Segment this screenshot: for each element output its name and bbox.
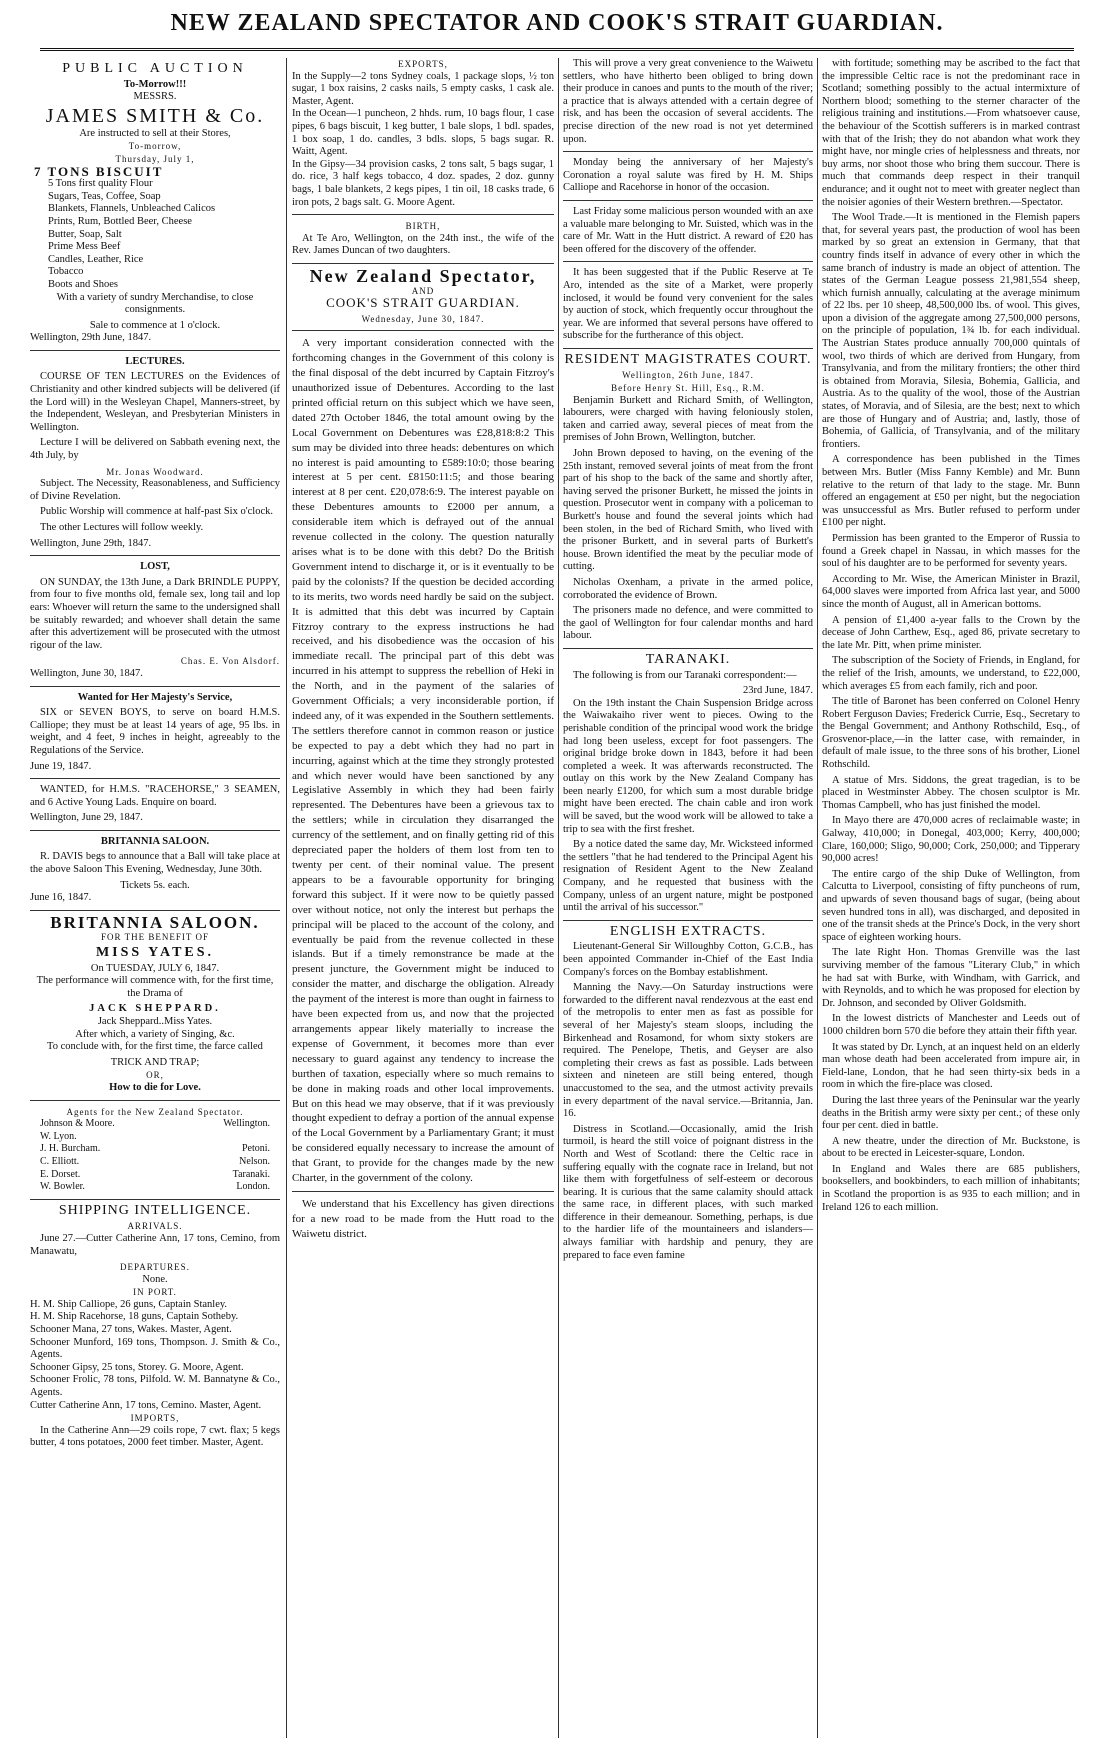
article-paragraph: We understand that his Excellency has given directions for a new road to be made from the Hutt road to the Waiwetu district. (292, 1197, 554, 1240)
lectures-by: Mr. Jonas Woodward. (106, 466, 204, 477)
saloon2-title: BRITANNIA SALOON. (50, 912, 260, 932)
auction-sale: Sale to commence at 1 o'clock. (89, 319, 221, 331)
agent-name: E. Dorset. (40, 1168, 81, 1180)
column-4 (822, 58, 1080, 1217)
news-para: Monday being the anniversary of her Majesty's Coronation a royal salute was fired by H. M. Ships Calliope and Racehorse in honor of the occasion. (563, 157, 813, 194)
extract-paragraph: In Mayo there are 470,000 acres of reclaimable waste; in Galway, 410,000; in Donegal, 403,000; Kerry, 400,000; Clare, 160,000; Sligo, 90,000; Cork, 250,000; and Tipperary 90,000 acres! (822, 815, 1080, 865)
extracts-title: ENGLISH EXTRACTS. (609, 923, 767, 939)
paper-date: Wednesday, June 30, 1847. (361, 313, 485, 324)
agent-place: Petoni. (241, 1143, 270, 1155)
extracts-para: Manning the Navy.—On Saturday instructions were forwarded to the different naval rendezvous at the east end of the metropolis to enter men as fast as possible for several of her Majesty's steam sloops, including the Birkenhead and Rosamond, for whom sixty stokers are required. The Penelope, Thetis, and Geyser are also completing their crews as fast as possible. Lads between sixteen and nineteen are still being entered, though unaccustomed to the sea, and the utmost activity prevails in every department of the naval service.—Britannia, Jan. 16. (563, 982, 813, 1120)
lectures-weekly: The other Lectures will follow weekly. (40, 522, 204, 533)
wanted-body: SIX or SEVEN BOYS, to serve on board H.M.S. Calliope; they must be at least 14 years of age, 95 lbs. in weight, and 4 feet, 9 inches in height, agreeably to the Regulations of the Service. (30, 707, 280, 756)
agent-name: W. Bowler. (40, 1181, 85, 1193)
birth-body: At Te Aro, Wellington, on the 24th inst., the wife of the Rev. James Duncan of two daughters. (292, 232, 554, 257)
auction-instructed: Are instructed to sell at their Stores, (79, 127, 231, 139)
lectures-dated: Wellington, June 29th, 1847. (30, 537, 152, 549)
court-before: Before Henry St. Hill, Esq., R.M. (611, 383, 765, 394)
masthead: NEW ZEALAND SPECTATOR AND COOK'S STRAIT GUARDIAN. (170, 10, 944, 36)
court-para: The prisoners made no defence, and were committed to the gaol of Wellington for four calendar months and hard labour. (563, 605, 813, 642)
agent-row (30, 1181, 280, 1194)
imports-heading: IMPORTS, (130, 1413, 180, 1424)
exports-heading: EXPORTS, (398, 59, 448, 69)
extract-paragraph: The title of Baronet has been conferred on Colonel Henry Robert Ferguson Davies; Frederick Currie, Esq., Secretary to the Bengal Government; and Anthony Rothschild, Esq., of Grosvenor-place,—in the latter case, with remainder, in default of male issue, to the three sons of his brother, Lionel Rothschild. (822, 696, 1080, 771)
agent-row (30, 1156, 280, 1169)
extract-paragraph: A pension of £1,400 a-year falls to the Crown by the decease of John Carthew, Esq., aged 86, private secretary to the late Mr. Pitt, when prime minister. (822, 614, 1080, 651)
saloon2-or: OR, (146, 1070, 164, 1081)
arrivals-body: June 27.—Cutter Catherine Ann, 17 tons, Cemino, from Manawatu, (30, 1232, 280, 1257)
birth-heading: BIRTH, (405, 221, 441, 232)
column-2 (292, 58, 554, 1245)
auction-biscuit: 7 TONS BISCUIT (34, 163, 164, 179)
news-para: It has been suggested that if the Public Reserve at Te Aro, intended as the site of a Market, were properly inclosed, it would be found very convenient for the sales by auction of stock, which frequently occur throughout the year. We are informed that several persons have offered to subscribe for the furtherance of this object. (563, 267, 813, 342)
auction-tomorrow: To-Morrow!!! (123, 78, 187, 90)
auction-dated: Wellington, 29th June, 1847. (30, 332, 152, 344)
extract-paragraph: The subscription of the Society of Friends, in England, for the relief of the Irish, amounts, we understand, to £22,000, which averages £5 from each family, rich and poor. (822, 655, 1080, 692)
lost-signed: Chas. E. Von Alsdorf. (180, 656, 280, 667)
saloon2-conclude: To conclude with, for the first time, the farce called (47, 1041, 263, 1053)
news-para: This will prove a very great convenience to the Waiwetu settlers, who have hitherto been obliged to bring down their produce in canoes and punts to the mouth of the river; a practice that is always attended with a certain degree of risk, and has been the occasion of several accidents. The precise direction of the new road is not yet determined upon. (563, 58, 813, 145)
agent-name: J. H. Burcham. (40, 1143, 101, 1155)
exports-body: In the Supply—2 tons Sydney coals, 1 package slops, ½ ton sugar, 1 box raisins, 2 casks nails, 5 empty casks, 1 cask ale. Master, Agent. In the Ocean—1 puncheon, 2 hhds. rum, 10 bags flour, 1 case pipes, 6 bags biscuit, 1 keg butter, 1 bale slops, 1 bdl. spades, 1 box soap, 1 do. candles, 3 bdls. slops, 5 bags sugar. R. Waitt, Agent. In the Gipsy—34 provision casks, 2 tons salt, 5 bags sugar, 1 do. rice, 3 half kegs tobacco, 4 doz. spades, 2 doz. gunny bags, 1 bale blankets, 2 kegs pipes, 1 tin oil, 18 casks trade, 6 iron pots, 2 bags salt. G. Moore Agent. (292, 70, 554, 208)
agents-title: Agents for the New Zealand Spectator. (66, 1106, 244, 1117)
column-1 (30, 58, 280, 1453)
departures-body: None. (142, 1273, 168, 1285)
lectures-title: LECTURES. (125, 355, 185, 367)
saloon2-perf: The performance will commence with, for the first time, the Drama of (36, 975, 274, 999)
extract-paragraph: Permission has been granted to the Emperor of Russia to found a Greek chapel in Nassau, in which masses for the soul of his daughter are to be performed for seventy years. (822, 532, 1080, 570)
court-date: Wellington, 26th June, 1847. (622, 370, 754, 381)
saloon2-date: On TUESDAY, JULY 6, 1847. (90, 962, 220, 974)
agent-place: Wellington. (223, 1118, 270, 1130)
extract-paragraph: A statue of Mrs. Siddons, the great tragedian, is to be placed in Westminster Abbey. The chosen sculptor is Mr. Thomas Campbell, who has just finished the model. (822, 774, 1080, 811)
paper-subtitle: COOK'S STRAIT GUARDIAN. (326, 295, 520, 311)
taranaki-para: On the 19th instant the Chain Suspension Bridge across the Waiwakaiho river went to pieces. Owing to the perishable condition of the principal wood work the bridge had long been useless, except for foot passengers. The original bridge broke down in 1843, before it had been completed a week. It was afterwards reconstructed. The outlay on this work by the New Zealand Company has been nearly £1200, for which sum a most durable bridge might have been erected. The chain cable and iron work will be saved, but the wood work will be allowed to take a trip to sea with the first freshet. (563, 697, 813, 835)
masthead-rule (40, 48, 1074, 51)
agent-row (30, 1118, 280, 1131)
extract-paragraph: The late Right Hon. Thomas Grenville was the last surviving member of the famous "Literary Club," in which he had sat with Burke, with Windham, with Garrick, and with Reynolds, and to which he was proposed for election by Dr. Johnson, and seconded by Oliver Goldsmith. (822, 947, 1080, 1009)
lost-body: ON SUNDAY, the 13th June, a Dark BRINDLE PUPPY, from four to five months old, female sex, long tail and lop ears: Whoever will return the same to the undersigned shall be suitably rewarded; and whoever shall detain the same after this advertizement will be prosecuted with the utmost rigour of the law. (30, 576, 280, 651)
lectures-subject: Subject. The Necessity, Reasonableness, and Sufficiency of Divine Revelation. (30, 478, 280, 502)
taranaki-para: By a notice dated the same day, Mr. Wicksteed informed the settlers "that he had tendered to the Principal Agent his resignation of Resident Agent to the New Zealand Company, and he requested that business with the Company, unless of an urgent nature, might be postponed until the arrival of his successor." (563, 839, 813, 914)
imports-body: In the Catherine Ann—29 coils rope, 7 cwt. flax; 5 kegs butter, 4 tons potatoes, 2000 feet timber. Master, Agent. (30, 1424, 280, 1449)
saloon-tickets: Tickets 5s. each. (120, 879, 190, 891)
in-port-body: H. M. Ship Calliope, 26 guns, Captain Stanley. H. M. Ship Racehorse, 18 guns, Captain Sotheby. Schooner Mana, 27 tons, Wakes. Master, Agent. Schooner Munford, 169 tons, Thompson. J. Smith & Co., Agents. Schooner Gipsy, 25 tons, Storey. G. Moore, Agent. Schooner Frolic, 78 tons, Pilfold. W. M. Bannatyne & Co., Agents. Cutter Catherine Ann, 17 tons, Cemino. Master, Agent. (30, 1298, 280, 1411)
extracts-para: Lieutenant-General Sir Willoughby Cotton, G.C.B., has been appointed Commander in-Chief of the East India Company's forces on the Bombay establishment. (563, 941, 813, 978)
wanted2-body: WANTED, for H.M.S. "RACEHORSE," 3 SEAMEN, and 6 Active Young Lads. Enquire on board. (30, 784, 280, 808)
auction-items: 5 Tons first quality Flour Sugars, Teas, Coffee, Soap Blankets, Flannels, Unbleached Calicos Prints, Rum, Bottled Beer, Cheese Butter, Soap, Salt Prime Mess Beef Candles, Leather, Rice Tobacco Boots and Shoes (48, 178, 216, 290)
extract-paragraph: According to Mr. Wise, the American Minister in Brazil, 64,000 slaves were imported from Africa last year, and 5000 since the month of August, all in American bottoms. (822, 573, 1080, 610)
column-rule (817, 58, 818, 1738)
extract-paragraph: with fortitude; something may be ascribed to the fact that the impressible Celtic race is not the predominant race in Scotland; something possibly to the actual intermixture of Northern blood; something to the sterner character of the religious training and institutions.—From whatsoever cause, the behaviour of the Scottish sufferers is in marked contrast with that of the Irish; they do not abandon what work they might have, nor mingle cries of helplessness and threats, nor buy arms, nor shoot those who bring them succour. There is much that commands deep respect in their tranquil endurance; and it ought not to meet with greater neglect than the noisier agonies of their Western brethren.—Spectator. (822, 58, 1080, 208)
court-para: John Brown deposed to having, on the evening of the 25th instant, removed several joints of meat from the front part of his shop to the back of the same and shortly after, having served the prisoner Burkett, he missed the joints in question. Prosecutor went in company with a policeman to Burkett's house and found the several joints which had been stolen, in the bed of Richard Smith, who lived with the prisoner Burkett, and in several parts of Burkett's house. Brown identified the meat by the peculiar mode of cutting. (563, 448, 813, 573)
column-rule (558, 58, 559, 1738)
article-paragraph: A very important consideration connected with the forthcoming changes in the Government of this colony is the final disposal of the debt incurred by Captain Fitzroy's unauthorized issue of Debentures. According to the last printed official return on this subject which we have seen, dated 27th October 1846, the total amount owing by the Local Government on Debentures was £28,818:8:2 This sum may be divided into three heads: debentures on which no interest is paid amounting to £589:10:0; those bearing interest at 5 per cent. £8150:11:5; and those bearing interest at 8 per cent. £20,078:6:9. The interest payable on these Debentures amounts to £2000 per annum, a considerable item which is defrayed out of the annual revenue collected in the colony. The question naturally arises what is to be done with this debt? Do the British Government intend to discharge it, or is it eventually to be paid by the colonists? If the question be decided according to its merits, two words need hardly be said on the subject. It is admitted that this debt was incurred by Captain Fitzroy contrary to the express instructions he had received, and his disobedience was the occasion of his immediate recall. The principal part of this debt was incurred in his attempt to suppress the rebellion of Heki in the North, and in the payment of the salaries of Government Officials; a very inconsiderable portion, if indeed any, of it was expended in the Southern settlements. The settlers therefore cannot in common reason or justice be expected to pay a debt which they had no part in incurring, against which at the time they strongly protested and which never would have been sanctioned by any Legislative Assembly in which they had been fairly represented. The Debentures have been a grievous tax to the settlers; while in circulation they disarranged the currency of the settlement, and on finally getting rid of this depreciated paper the holders of them lost from ten to twenty per cent. of their nominal value. The present appears to be a favourable opportunity for bringing forward this subject. If it were now to be quietly passed over without notice, not only the interest but perhaps the principal will be placed to the account of the colony, and eventually be paid from the revenue collected in these islands. But if a timely remonstrance be made at the present juncture, the Government might be induced to consider the matter, and discharge the obligation. Already the payment of the interest is more than ought in fairness to have been expected from us, and now that the projected arrangements appear likely materially to increase the expense of Government, it becomes more than ever necessary to guard against any tendency to increase the burthen of taxation, especially where so much remains to be done in making roads and other local improvements. But on this head we may observe, that if it was previously thought expedient to defray a portion of the annual expense of the Local Government by a Parliamentary Grant; it must be considered equally necessary to increase the amount of that Grant, to provide for the changes made by the new Charter, in the government of the colony. (292, 337, 554, 1185)
lectures-body: COURSE OF TEN LECTURES on the Evidences of Christianity and other kindred subjects will be delivered (if the Lord will) in the Wesleyan Chapel, Manners-street, by the Independent, Wesleyan, and Presbyterian Ministers in Wellington. (30, 371, 280, 433)
saloon2-trick: TRICK AND TRAP; (110, 1056, 200, 1068)
taranaki-title: TARANAKI. (645, 651, 731, 667)
extract-paragraph: It was stated by Dr. Lynch, at an inquest held on an elderly man whose death had been accelerated from impure air, in Field-lane, London, that he had seen thirty-six beds in a room in which the fire-place was closed. (822, 1041, 1080, 1091)
auction-firm: JAMES SMITH & Co. (45, 104, 265, 127)
auction-title: PUBLIC AUCTION (62, 61, 248, 76)
extract-paragraph: The entire cargo of the ship Duke of Wellington, from Calcutta to Liverpool, consisting of fifty puncheons of rum, and upwards of seven thousand bags of sugar, (being about seven hundred tons in all), was discharged, and deposited in one of the transit sheds at the Prince's Dock, in the very short space of eighteen working hours. (822, 868, 1080, 943)
saloon2-benefit: FOR THE BENEFIT OF (101, 932, 209, 943)
column-3 (563, 58, 813, 1265)
saloon2-jack: JACK SHEPPARD. (89, 1003, 221, 1015)
news-para: Last Friday some malicious person wounded with an axe a valuable mare belonging to Mr. Suisted, which was in the care of Mr. Watt in the Hutt district. A reward of £20 has been offered for the discovery of the offender. (563, 205, 813, 255)
wanted-title: Wanted for Her Majesty's Service, (77, 691, 233, 703)
saloon-title: BRITANNIA SALOON. (100, 835, 210, 847)
shipping-title: SHIPPING INTELLIGENCE. (58, 1202, 252, 1218)
extracts-para: Distress in Scotland.—Occasionally, amid the Irish turmoil, is heard the still voice of poignant distress in the North and West of Scotland: there the Celtic race in suffering equally with the cognate race in Ireland, but not like them with forgetfulness of self-esteem or decorous bearing. It is curious that the same calamity should attack the same race, in different places, with such marked difference in their demeanour. Something, perhaps, is due to the hardier life of the mountaineers and islanders—always familiar with hardship and penury, they are prepared to face even famine (563, 1123, 813, 1261)
taranaki-date: 23rd June, 1847. (743, 685, 813, 697)
agent-name: C. Elliott. (40, 1155, 80, 1167)
agent-name: W. Lyon. (40, 1130, 77, 1142)
lectures-first: Lecture I will be delivered on Sabbath evening next, the 4th July, by (30, 437, 280, 462)
agent-place: Nelson. (239, 1155, 270, 1167)
extract-paragraph: In the lowest districts of Manchester and Leeds out of 1000 children born 570 die before they attain their fifth year. (822, 1013, 1080, 1037)
saloon-dated: June 16, 1847. (30, 892, 92, 904)
saloon2-how: How to die for Love. (109, 1081, 201, 1093)
auction-variety: With a variety of sundry Merchandise, to close consignments. (56, 291, 254, 316)
lectures-worship: Public Worship will commence at half-past Six o'clock. (40, 506, 273, 518)
extract-paragraph: The Wool Trade.—It is mentioned in the Flemish papers that, for several years past, the production of wool has been marked by so great an extension in Germany, that that country finds itself in advance of every other in which the same branch of industry is made an object of attention. The states of the German League possess 21,981,554 sheep, which furnish annually, calculating at the average minimum of 22 lbs. per 10 sheep, 48,500,000 lbs. of wool. This gives, upon a division of the aggregate among 27,500,000 persons, on the principle of population, 1¾ lb. for each individual. The Austrian States produce annually 700,000 quintals of wool, two thirds of which are derived from Hungary, from Transylvania, and from the military frontiers; the other third is obtained from Moravia, Silesia, Bohemia, Gallicia, and Austria. As to the quality of the wool, those of the Austrian states, of Moravia, and of Silesia, are the best; next to which are those of Hungary and of Austria; and, lastly, those of Bohemia, of Gallicia, of Transylvania, and of the military frontiers. (822, 212, 1080, 450)
lost-title: LOST, (140, 561, 170, 573)
auction-date: Thursday, July 1, (115, 153, 195, 164)
auction-date: To-morrow, (128, 141, 182, 152)
agent-place: Taranaki. (232, 1168, 270, 1180)
taranaki-para: The following is from our Taranaki correspondent:— (573, 669, 797, 681)
agent-row (30, 1169, 280, 1182)
saloon2-cast: Jack Sheppard..Miss Yates. (97, 1016, 213, 1027)
wanted2-dated: Wellington, June 29, 1847. (30, 812, 143, 824)
court-title: RESIDENT MAGISTRATES COURT. (564, 351, 812, 367)
paper-and: AND (411, 285, 435, 296)
in-port-heading: IN PORT. (133, 1287, 177, 1298)
extract-paragraph: A new theatre, under the direction of Mr. Buckstone, is about to be erected in Leicester-square, London. (822, 1135, 1080, 1160)
agent-name: Johnson & Moore. (40, 1118, 115, 1130)
extract-paragraph: A correspondence has been published in the Times between Mrs. Butler (Miss Fanny Kemble) and Mr. Bunn relative to the return of that lady to the stage. Mr. Bunn offered an engagement at £50 per night, but the negociation was unsuccessful as Mrs. Butler refused to perform under £100 per night. (822, 454, 1080, 529)
court-para: Benjamin Burkett and Richard Smith, of Wellington, labourers, were charged with having feloniously stolen, taken and carried away, several pieces of meat from the premises of John Brown, Wellington, butcher. (563, 394, 813, 444)
arrivals-heading: ARRIVALS. (127, 1221, 183, 1232)
extract-paragraph: During the last three years of the Peninsular war the yearly deaths in the British army were sixty per cent.; of these only four per cent. died in battle. (822, 1094, 1080, 1132)
lost-dated: Wellington, June 30, 1847. (30, 667, 143, 679)
agent-place: London. (236, 1181, 270, 1193)
paper-title: New Zealand Spectator, (309, 265, 537, 286)
extract-paragraph: In England and Wales there are 685 publishers, booksellers, and bookbinders, to each million of inhabitants; in Scotland the proportion is as 935 to each million; and in Ireland 126 to each million. (822, 1163, 1080, 1213)
saloon-body: R. DAVIS begs to announce that a Ball will take place at the above Saloon This Evening, Wednesday, June 30th. (30, 851, 280, 876)
court-para: Nicholas Oxenham, a private in the armed police, corroborated the evidence of Brown. (563, 576, 813, 601)
agents-list (30, 1118, 280, 1194)
wanted-dated: June 19, 1847. (30, 760, 92, 772)
column-rule (286, 58, 287, 1738)
leading-article (292, 336, 554, 1241)
saloon2-miss: MISS YATES. (95, 945, 215, 961)
agent-row (30, 1143, 280, 1156)
saloon2-after: After which, a variety of Singing, &c. (75, 1028, 235, 1040)
agent-row (30, 1131, 280, 1144)
auction-messrs: MESSRS. (133, 91, 177, 103)
departures-heading: DEPARTURES. (120, 1262, 190, 1273)
